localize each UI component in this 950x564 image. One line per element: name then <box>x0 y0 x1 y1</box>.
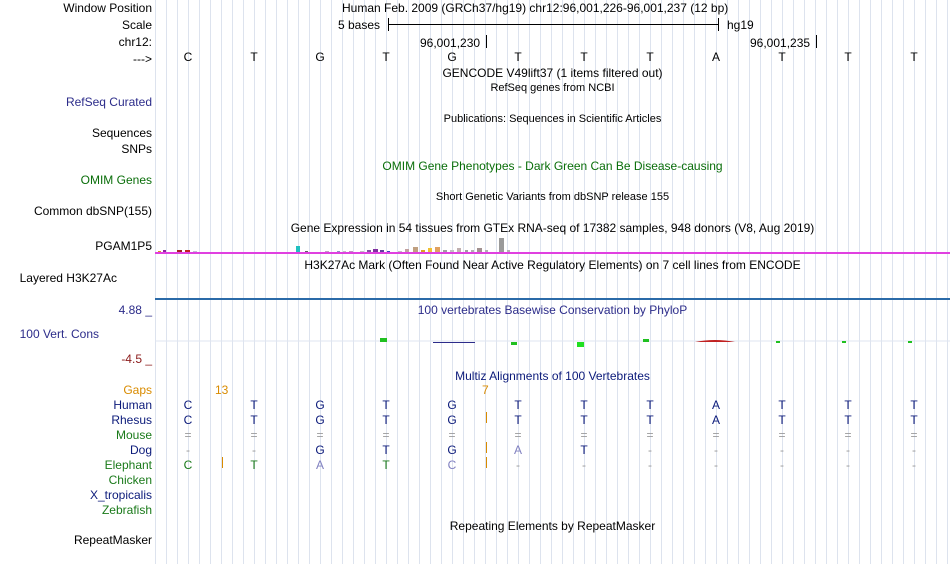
dbsnp-label[interactable]: Common dbSNP(155) <box>33 204 152 218</box>
alignment-base: T <box>646 398 654 412</box>
multiz-title: Multiz Alignments of 100 Vertebrates <box>455 369 650 383</box>
alignment-base: = <box>448 428 456 442</box>
alignment-base: - <box>780 458 784 472</box>
alignment-base: = <box>514 428 522 442</box>
gtex-label[interactable]: PGAM1P5 <box>95 239 152 253</box>
alignment-base: - <box>714 458 718 472</box>
alignment-base: T <box>580 443 588 457</box>
species-label[interactable]: Mouse <box>115 428 152 442</box>
alignment-base: - <box>780 443 784 457</box>
alignment-base: - <box>846 443 850 457</box>
publications-title: Publications: Sequences in Scientific Articles <box>443 113 662 125</box>
refseq-title: RefSeq genes from NCBI <box>490 82 615 94</box>
alignment-base: T <box>580 413 588 427</box>
sequence-base: T <box>514 50 522 64</box>
alignment-base: G <box>315 413 325 427</box>
sequence-base: T <box>646 50 654 64</box>
alignment-base: G <box>447 413 457 427</box>
species-label[interactable]: Human <box>113 398 152 412</box>
alignment-base: = <box>910 428 918 442</box>
sequence-base: G <box>447 50 457 64</box>
alignment-base: - <box>912 458 916 472</box>
alignment-base: - <box>252 443 256 457</box>
gencode-title: GENCODE V49lift37 (1 items filtered out) <box>442 66 663 80</box>
phylop-title: 100 vertebrates Basewise Conservation by PhyloP <box>417 303 688 317</box>
gtex-bar-chart[interactable] <box>155 236 515 253</box>
alignment-base: - <box>648 458 652 472</box>
alignment-base: = <box>316 428 324 442</box>
scale-bar <box>388 24 718 25</box>
alignment-base: = <box>184 428 192 442</box>
alignment-base: G <box>315 443 325 457</box>
alignment-base: C <box>183 458 193 472</box>
alignment-base: - <box>516 458 520 472</box>
gap-marker-rhesus <box>486 412 487 423</box>
gap-marker-elephant-2 <box>486 457 487 468</box>
alignment-base: T <box>250 413 258 427</box>
alignment-base: G <box>447 398 457 412</box>
sequence-base: T <box>250 50 258 64</box>
alignment-base: = <box>778 428 786 442</box>
alignment-base: T <box>250 398 258 412</box>
omim-label[interactable]: OMIM Genes <box>80 173 152 187</box>
alignment-base: T <box>514 413 522 427</box>
alignment-base: = <box>646 428 654 442</box>
strand-label[interactable]: ---> <box>133 52 152 66</box>
alignment-base: - <box>846 458 850 472</box>
position-text: Human Feb. 2009 (GRCh37/hg19) chr12:96,001,226-96,001,237 (12 bp) <box>342 1 729 15</box>
alignment-base: T <box>382 443 390 457</box>
sequence-base: T <box>580 50 588 64</box>
coord-tick-1 <box>486 35 487 48</box>
scale-label: Scale <box>121 18 152 32</box>
gtex-baseline <box>155 252 950 254</box>
alignment-base: C <box>183 413 193 427</box>
alignment-base: T <box>844 398 852 412</box>
sequence-base: G <box>315 50 325 64</box>
species-label[interactable]: Rhesus <box>111 413 152 427</box>
species-label[interactable]: Zebrafish <box>101 503 152 517</box>
species-label[interactable]: X_tropicalis <box>89 488 152 502</box>
alignment-base: G <box>315 398 325 412</box>
alignment-base: T <box>844 413 852 427</box>
alignment-base: - <box>912 443 916 457</box>
alignment-base: G <box>447 443 457 457</box>
alignment-base: A <box>513 443 522 457</box>
species-label[interactable]: Elephant <box>104 458 152 472</box>
alignment-base: T <box>514 398 522 412</box>
alignment-base: T <box>382 398 390 412</box>
sequence-base: A <box>711 50 720 64</box>
alignment-base: A <box>711 413 720 427</box>
alignment-base: C <box>447 458 457 472</box>
alignment-base: - <box>186 443 190 457</box>
alignment-base: T <box>580 398 588 412</box>
alignment-base: T <box>646 413 654 427</box>
chrom-label: chr12: <box>118 35 152 49</box>
alignment-base: = <box>382 428 390 442</box>
gtex-title: Gene Expression in 54 tissues from GTEx RNA-seq of 17382 samples, 948 donors (V8, Aug 2019) <box>290 221 815 235</box>
coord-label-2: 96,001,235 <box>750 36 811 50</box>
alignment-base: T <box>910 398 918 412</box>
phylop-signal[interactable] <box>155 318 950 358</box>
coord-tick-2 <box>816 35 817 48</box>
sequences-label[interactable]: Sequences <box>91 126 152 140</box>
alignment-base: = <box>844 428 852 442</box>
alignment-base: C <box>183 398 193 412</box>
track-label-column <box>0 0 155 564</box>
h3k27ac-signal[interactable] <box>155 298 950 300</box>
track-image[interactable] <box>155 0 950 564</box>
alignment-base: T <box>910 413 918 427</box>
sequence-base: T <box>910 50 918 64</box>
window-position-label: Window Position <box>63 1 152 15</box>
alignment-base: - <box>714 443 718 457</box>
sequence-base: T <box>778 50 786 64</box>
alignment-base: - <box>582 458 586 472</box>
assembly-text: hg19 <box>727 18 754 32</box>
scale-bar-right-tick <box>718 18 719 31</box>
alignment-base: = <box>580 428 588 442</box>
repeatmasker-title: Repeating Elements by RepeatMasker <box>449 519 656 533</box>
omim-title: OMIM Gene Phenotypes - Dark Green Can Be Disease-causing <box>382 159 723 173</box>
gap-marker-elephant-1 <box>222 457 223 468</box>
refseq-label[interactable]: RefSeq Curated <box>65 95 152 109</box>
phylop-max-label: 4.88 _ <box>118 303 152 317</box>
dbsnp-title: Short Genetic Variants from dbSNP release 155 <box>435 191 670 203</box>
snps-label[interactable]: SNPs <box>121 142 152 156</box>
alignment-base: = <box>250 428 258 442</box>
h3k27ac-title: H3K27Ac Mark (Often Found Near Active Regulatory Elements) on 7 cell lines from ENCODE <box>304 258 801 272</box>
coord-label-1: 96,001,230 <box>420 36 481 50</box>
species-label[interactable]: Dog <box>129 443 152 457</box>
alignment-base: A <box>315 458 324 472</box>
sequence-base: T <box>844 50 852 64</box>
sequence-base: C <box>183 50 193 64</box>
alignment-base: T <box>778 413 786 427</box>
sequence-base: T <box>382 50 390 64</box>
alignment-base: T <box>382 413 390 427</box>
gap-count-2: 7 <box>482 383 489 397</box>
phylop-label[interactable]: 100 Vert. Cons <box>19 327 99 341</box>
alignment-base: = <box>712 428 720 442</box>
alignment-base: T <box>250 458 258 472</box>
gaps-label: Gaps <box>123 383 152 397</box>
gap-count-1: 13 <box>215 383 229 397</box>
species-label[interactable]: Chicken <box>108 473 152 487</box>
h3k27ac-label[interactable]: Layered H3K27Ac <box>19 271 117 285</box>
alignment-base: - <box>648 443 652 457</box>
repeatmasker-label[interactable]: RepeatMasker <box>73 533 152 547</box>
alignment-base: A <box>711 398 720 412</box>
alignment-base: T <box>778 398 786 412</box>
phylop-min-label: -4.5 _ <box>121 352 152 366</box>
scale-text: 5 bases <box>338 18 381 32</box>
alignment-base: T <box>382 458 390 472</box>
gap-marker-dog <box>486 442 487 453</box>
